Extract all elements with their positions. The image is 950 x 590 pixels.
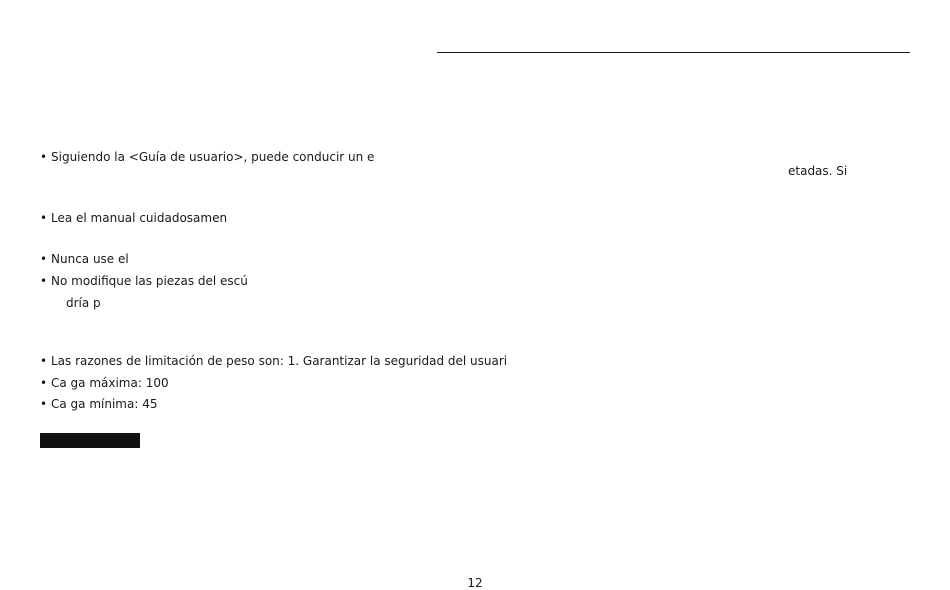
bullet: • (40, 354, 48, 368)
intro-text: Siguiendo la <Guía de usuario>, puede conducir un e (51, 150, 375, 164)
redaction-bar (40, 433, 140, 448)
warning-continuation: dría p (66, 296, 101, 310)
weight-text: Ca ga máxima: 100 (51, 376, 169, 390)
weight-text: Las razones de limitación de peso son: 1. Garantizar la seguridad del usuari (51, 354, 508, 368)
header-rule (437, 52, 910, 53)
warning-text: No modifique las piezas del escú (51, 274, 248, 288)
bullet: • (40, 376, 48, 390)
bullet: • (40, 252, 48, 266)
weight-text: Ca ga mínima: 45 (51, 397, 158, 411)
weight-item (40, 376, 169, 390)
read-manual-item (40, 211, 227, 225)
page-number: 12 (467, 576, 483, 590)
warning-text: Nunca use el (51, 252, 129, 266)
bullet: • (40, 274, 48, 288)
intro-item (40, 150, 374, 164)
read-manual-text: Lea el manual cuidadosamen (51, 211, 228, 225)
warning-item (40, 274, 248, 288)
weight-item (40, 354, 507, 368)
intro-fragment: etadas. Si (788, 164, 848, 178)
warning-item (40, 252, 129, 266)
bullet: • (40, 150, 48, 164)
bullet: • (40, 211, 48, 225)
bullet: • (40, 397, 48, 411)
weight-item (40, 397, 157, 411)
